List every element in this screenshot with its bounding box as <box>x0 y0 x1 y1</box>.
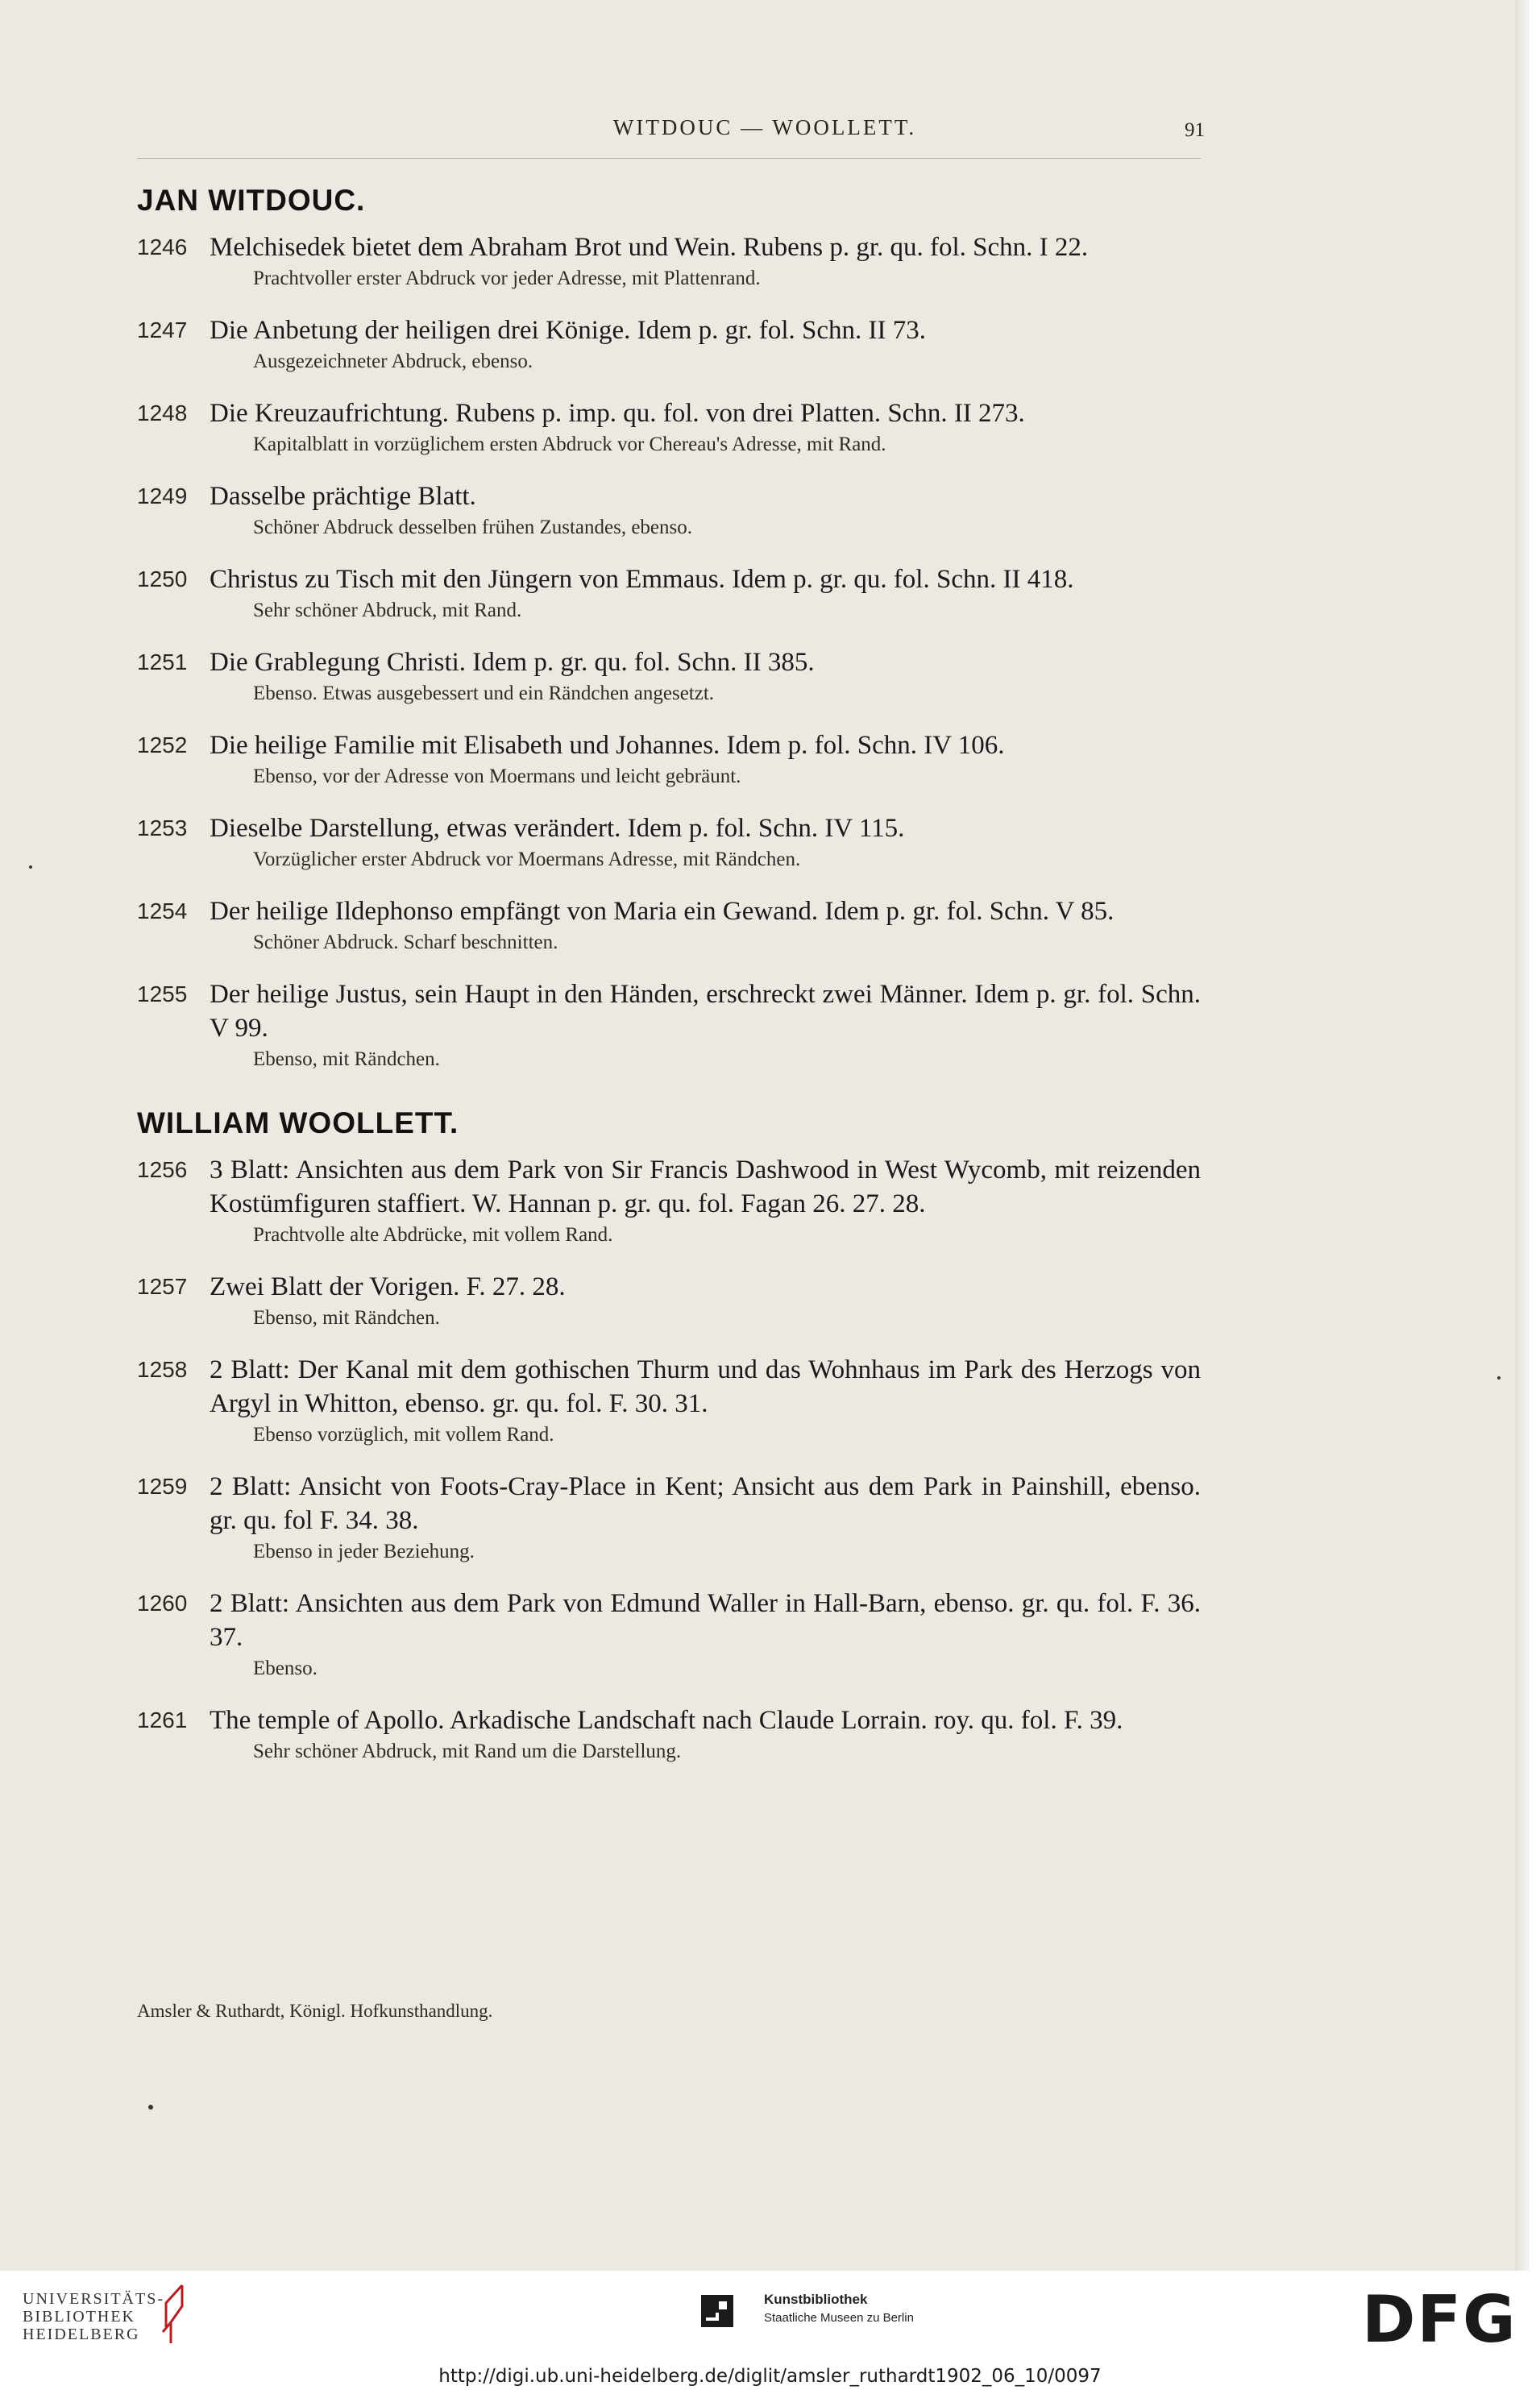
section-william-woollett <box>137 1106 1201 1766</box>
scan-speck <box>148 2105 153 2110</box>
entry-note: Ebenso, mit Rändchen. <box>253 1307 440 1329</box>
entry-title: Melchisedek bietet dem Abraham Brot und Wein. Rubens p. gr. qu. fol. Schn. I 22. <box>210 233 1089 262</box>
entry-number: 1257 <box>137 1274 188 1299</box>
entry-title: Dieselbe Darstellung, etwas verändert. Idem p. fol. Schn. IV 115. <box>210 814 905 843</box>
entry-title: Die Kreuzaufrichtung. Rubens p. imp. qu. fol. von drei Platten. Schn. II 273. <box>210 399 1025 428</box>
entry-title: 2 Blatt: Ansichten aus dem Park von Edmund Waller in Hall-Barn, ebenso. gr. qu. fol. F. 36. 37. <box>210 1589 1201 1652</box>
catalog-entry <box>137 894 1201 957</box>
scan-speck <box>29 865 32 869</box>
dfg-logo[interactable]: DFG <box>1362 2282 1517 2357</box>
entry-number: 1250 <box>137 566 188 591</box>
entry-title: Der heilige Ildephonso empfängt von Maria ein Gewand. Idem p. gr. fol. Schn. V 85. <box>210 897 1115 926</box>
entry-note: Ebenso in jeder Beziehung. <box>253 1541 475 1562</box>
kunstbibliothek-name: Kunstbibliothek <box>764 2292 868 2307</box>
entry-title: 2 Blatt: Ansicht von Foots-Cray-Place in Kent; Ansicht aus dem Park in Painshill, ebenso. gr. qu. fol F. 34. 38. <box>210 1472 1201 1535</box>
running-head: WITDOUC — WOOLLETT. <box>612 115 917 139</box>
entry-note: Sehr schöner Abdruck, mit Rand um die Darstellung. <box>253 1741 682 1762</box>
entry-number: 1248 <box>137 400 188 425</box>
catalog-entry <box>137 1587 1201 1683</box>
catalog-entry <box>137 1703 1201 1766</box>
entry-note: Ausgezeichneter Abdruck, ebenso. <box>253 351 533 372</box>
university-logo-line: BIBLIOTHEK <box>23 2308 135 2326</box>
university-logo-line: UNIVERSITÄTS- <box>23 2290 164 2308</box>
entry-note: Ebenso, mit Rändchen. <box>253 1048 440 1070</box>
entry-note: Ebenso. <box>253 1658 318 1679</box>
entry-note: Vorzüglicher erster Abdruck vor Moermans Adresse, mit Rändchen. <box>253 849 801 870</box>
catalog-entry <box>137 977 1201 1074</box>
entry-number: 1249 <box>137 483 188 508</box>
entry-number: 1259 <box>137 1474 188 1499</box>
permalink-url[interactable]: http://digi.ub.uni-heidelberg.de/diglit/amsler_ruthardt1902_06_10/0097 <box>438 2366 1102 2387</box>
entry-number: 1258 <box>137 1357 188 1382</box>
entry-title: Christus zu Tisch mit den Jüngern von Emmaus. Idem p. gr. qu. fol. Schn. II 418. <box>210 565 1074 594</box>
header-rule <box>137 158 1201 159</box>
catalog-entry <box>137 479 1201 542</box>
entry-title: The temple of Apollo. Arkadische Landschaft nach Claude Lorrain. roy. qu. fol. F. 39. <box>210 1706 1123 1735</box>
entry-number: 1251 <box>137 649 188 674</box>
entry-note: Ebenso, vor der Adresse von Moermans und leicht gebräunt. <box>253 766 741 787</box>
page-number: 91 <box>1185 119 1205 141</box>
entry-note: Prachtvolle alte Abdrücke, mit vollem Rand. <box>253 1224 613 1246</box>
entry-number: 1261 <box>137 1707 188 1732</box>
catalog-entry <box>137 562 1201 625</box>
section-title: JAN WITDOUC. <box>137 184 366 217</box>
entry-title: 3 Blatt: Ansichten aus dem Park von Sir Francis Dashwood in West Wycomb, mit reizenden Kostümfiguren staffiert. W. Hannan p. gr. qu. fol. Fagan 26. 27. 28. <box>210 1156 1201 1218</box>
university-emblem-icon <box>160 2282 187 2346</box>
section-title: WILLIAM WOOLLETT. <box>137 1106 459 1139</box>
entry-title: Der heilige Justus, sein Haupt in den Händen, erschreckt zwei Männer. Idem p. gr. fol. Schn. V 99. <box>210 980 1201 1043</box>
entry-number: 1260 <box>137 1591 188 1616</box>
page-edge <box>1515 0 1530 2271</box>
entry-number: 1246 <box>137 234 188 259</box>
entry-title: 2 Blatt: Der Kanal mit dem gothischen Thurm und das Wohnhaus im Park des Herzogs von Argyl in Whitton, ebenso. gr. qu. fol. F. 30. 31. <box>210 1355 1201 1418</box>
catalog-entry <box>137 230 1201 293</box>
catalog-entry <box>137 811 1201 874</box>
catalog-entry <box>137 313 1201 376</box>
kunstbibliothek-subtitle: Staatliche Museen zu Berlin <box>764 2311 914 2325</box>
entry-note: Schöner Abdruck. Scharf beschnitten. <box>253 932 558 953</box>
entry-title: Die Anbetung der heiligen drei Könige. Idem p. gr. fol. Schn. II 73. <box>210 316 926 345</box>
entry-number: 1253 <box>137 815 188 840</box>
catalog-entry <box>137 1153 1201 1250</box>
entry-note: Kapitalblatt in vorzüglichem ersten Abdruck vor Chereau's Adresse, mit Rand. <box>253 434 886 455</box>
kunstbibliothek-mark-icon <box>701 2295 733 2327</box>
catalog-entry <box>137 396 1201 459</box>
entry-number: 1254 <box>137 898 188 923</box>
entry-number: 1256 <box>137 1157 188 1182</box>
entry-title: Die Grablegung Christi. Idem p. gr. qu. fol. Schn. II 385. <box>210 648 815 677</box>
entry-number: 1247 <box>137 317 188 342</box>
university-logo-line: HEIDELBERG <box>23 2326 140 2343</box>
publisher-imprint: Amsler & Ruthardt, Königl. Hofkunsthandlung. <box>137 2001 493 2021</box>
catalog-entry <box>137 1270 1201 1333</box>
entry-title: Zwei Blatt der Vorigen. F. 27. 28. <box>210 1272 566 1301</box>
catalog-entry <box>137 645 1201 708</box>
entry-title: Die heilige Familie mit Elisabeth und Johannes. Idem p. fol. Schn. IV 106. <box>210 731 1005 760</box>
catalog-content <box>137 184 1201 1786</box>
university-library-logo[interactable] <box>23 2290 164 2343</box>
entry-number: 1252 <box>137 732 188 757</box>
catalog-entry <box>137 728 1201 791</box>
entry-note: Schöner Abdruck desselben frühen Zustandes, ebenso. <box>253 517 692 538</box>
entry-note: Sehr schöner Abdruck, mit Rand. <box>253 600 522 621</box>
scan-speck <box>1497 1376 1501 1380</box>
catalog-entry <box>137 1353 1201 1450</box>
entry-number: 1255 <box>137 981 188 1006</box>
entry-note: Ebenso. Etwas ausgebessert und ein Rändchen angesetzt. <box>253 683 715 704</box>
entry-note: Prachtvoller erster Abdruck vor jeder Adresse, mit Plattenrand. <box>253 268 761 289</box>
entry-note: Ebenso vorzüglich, mit vollem Rand. <box>253 1424 554 1446</box>
section-jan-witdouc <box>137 184 1201 1074</box>
entry-title: Dasselbe prächtige Blatt. <box>210 482 476 511</box>
catalog-entry <box>137 1470 1201 1566</box>
